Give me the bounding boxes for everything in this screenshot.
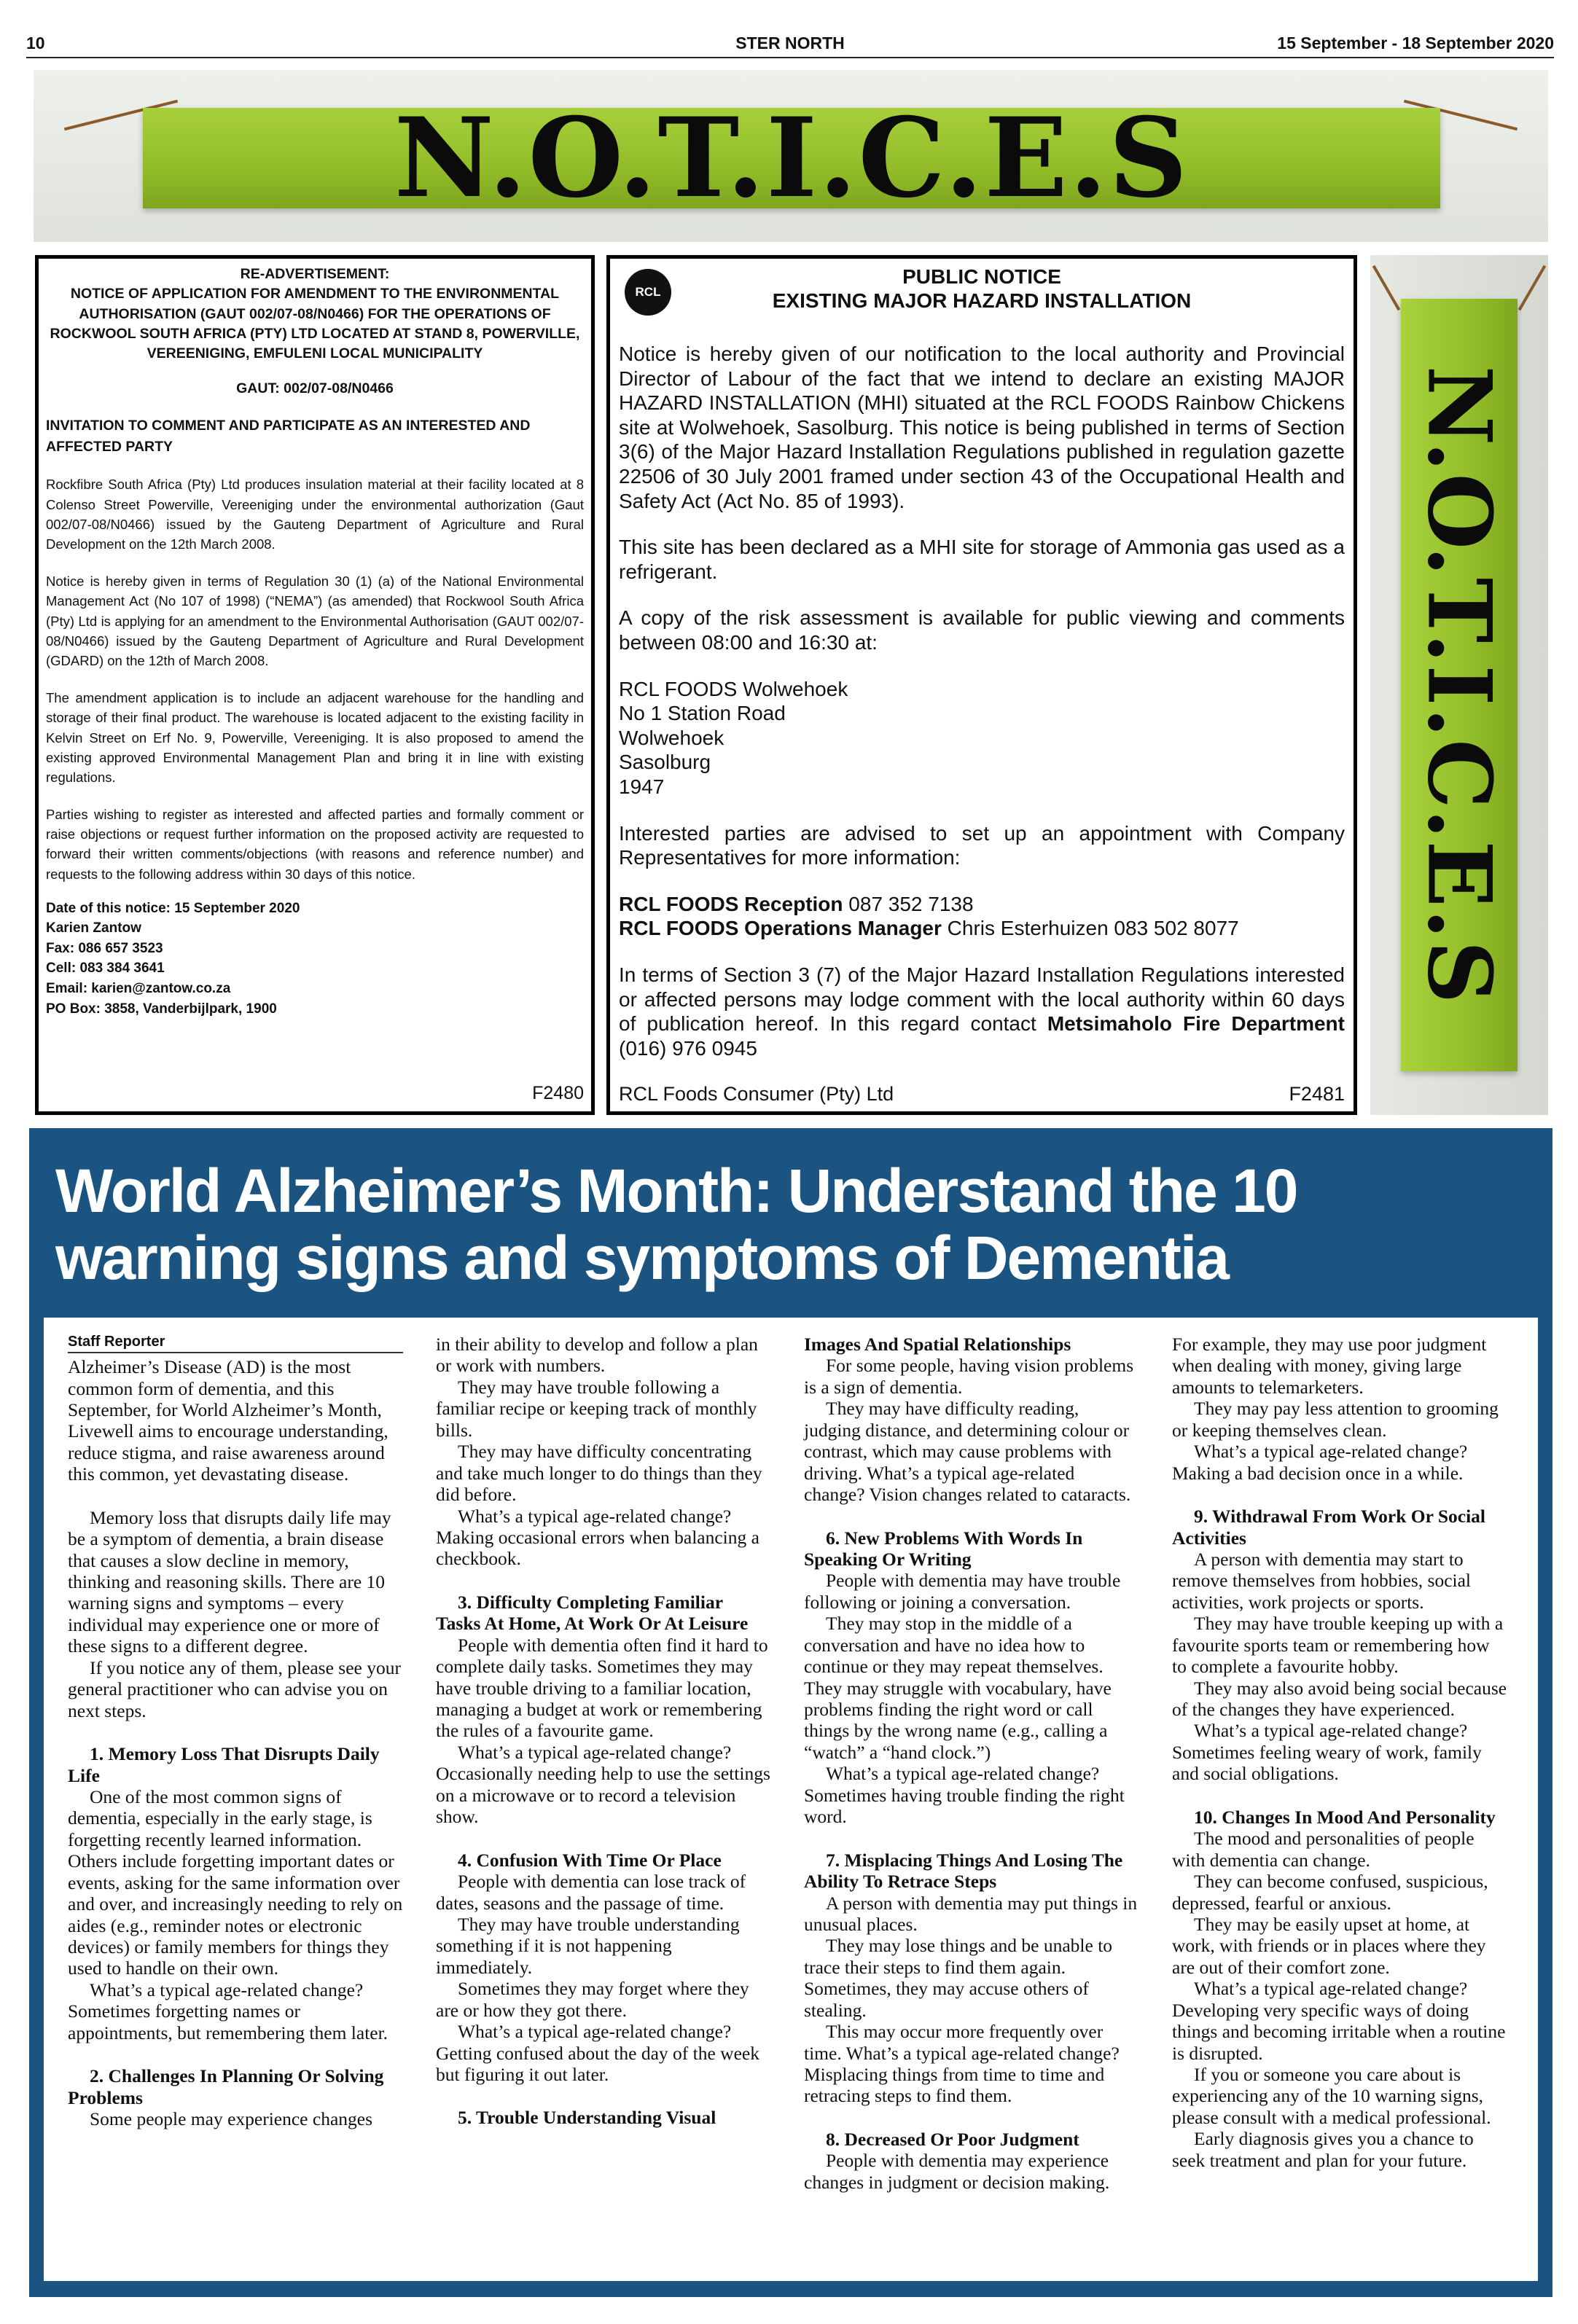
article-paragraph: A person with dementia may put things in unusual places. [804, 1892, 1138, 1935]
notice-paragraph: Notice is hereby given in terms of Regulation 30 (1) (a) of the National Environmental Management Act (No 107 of 1998) (“NEMA”) (as amended) that Rockwool South Africa (Pty) Ltd is applying for an amendment to the Environmental Authorisation (GAUT 002/07-08/N0466) issued by the Gauteng Department of Agriculture and Rural Development (GDARD) on the 12th of March 2008. [46, 574, 584, 668]
notice-paragraph: Notice is hereby given of our notification to the local authority and Provincial Director of Labour of the fact that we intend to declare an existing MAJOR HAZARD INSTALLATION (MHI) situated at the RCL FOODS Rainbow Chickens site at Wolwehoek, Sasolburg. This notice is being published in terms of Section 3(6) of the Major Hazard Installation Regulations published in regulation gazette 22506 of 30 July 2001 framed under section 43 of the Occupational Health and Safety Act (Act No. 85 of 1993). [619, 343, 1345, 512]
notice-paragraph: Parties wishing to register as interested and affected parties and formally comment or raise objections or request further information on the proposed activity are requested to forward their written comments/objections (with reasons and reference number) and requests to the following address within 30 days of this notice. [46, 807, 584, 882]
notice-heading: PUBLIC NOTICE EXISTING MAJOR HAZARD INSTALLATION [772, 265, 1192, 313]
banner-rope-right [1518, 265, 1546, 311]
article-paragraph: What’s a typical age-related change? Getting confused about the day of the week but figuring it out later. [436, 2021, 759, 2085]
banner-rope-left [1372, 265, 1400, 311]
article-paragraph: Early diagnosis gives you a chance to seek treatment and plan for your future. [1172, 2128, 1474, 2171]
issue-date: 15 September - 18 September 2020 [1277, 34, 1554, 52]
notice-code: F2480 [532, 1083, 584, 1104]
article-paragraph: People with dementia can lose track of dates, seasons and the passage of time. [436, 1871, 746, 1914]
notice-paragraph: Rockfibre South Africa (Pty) Ltd produces insulation material at their facility located at 8 Colenso Street Powerville, Vereeniging under the environmental authorization (Gaut 002/07-08/N0466) issued by the Gauteng Department of Agriculture and Rural Development on the 12th March 2008. [46, 477, 584, 552]
reception-label: RCL FOODS Reception [619, 892, 843, 915]
section-heading: 10. Changes In Mood And Personality [1194, 1806, 1496, 1828]
section-heading: 1. Memory Loss That Disrupts Daily Life [68, 1743, 380, 1786]
article-paragraph: What’s a typical age-related change? Sometimes forgetting names or appointments, but remembering them later. [68, 1979, 388, 2043]
section-heading: 4. Confusion With Time Or Place [458, 1849, 722, 1871]
section-heading: 5. Trouble Understanding Visual [458, 2107, 716, 2129]
byline: Staff Reporter [68, 1334, 403, 1353]
article-paragraph: One of the most common signs of dementia, especially in the early stage, is forgetting recently learned information. Others include forgetting important dates or events, asking for the same information over and over, and increasingly needing to rely on aides (e.g., reminder notes or electronic devices) or family members for things they used to handle on their own. [68, 1785, 403, 1979]
notice-footer [619, 1082, 1345, 1106]
article-paragraph: What’s a typical age-related change? Developing very specific ways of doing things and becoming irritable when a routine is disrupted. [1172, 1978, 1506, 2064]
notice-paragraph: Interested parties are advised to set up an appointment with Company Representatives for more information: [619, 821, 1345, 869]
paper-name: STER NORTH [735, 34, 845, 52]
section-heading: 9. Withdrawal From Work Or Social Activities [1172, 1506, 1486, 1549]
article-alzheimers [29, 1128, 1552, 2297]
article-paragraph: This may occur more frequently over time. What’s a typical age-related change? Misplacing things from time to time and retracing steps to find them. [804, 2021, 1120, 2107]
notice-address: RCL FOODS Wolwehoek No 1 Station Road Wolwehoek Sasolburg 1947 [619, 677, 848, 798]
article-paragraph: For example, they may use poor judgment when dealing with money, giving large amounts to telemarketers. [1172, 1334, 1487, 1398]
notice-heading: RE-ADVERTISEMENT: NOTICE OF APPLICATION FOR AMENDMENT TO THE ENVIRONMENTAL AUTHORISATION (GAUT 002/07-08/N0466) FOR THE OPERATIONS OF ROCKWOOL SOUTH AFRICA (PTY) LTD LOCATED AT STAND 8, POWERVILLE, VEREENIGING, EMFULENI LOCAL MUNICIPALITY [50, 266, 580, 362]
article-paragraph: Some people may experience changes [90, 2108, 373, 2130]
notice-code: F2481 [1289, 1082, 1345, 1105]
banner-title: N.O.T.I.C.E.S [394, 94, 1190, 222]
header-rule [26, 57, 1554, 58]
article-paragraph: They can become confused, suspicious, depressed, fearful or anxious. [1172, 1871, 1488, 1914]
notice-paragraph: This site has been declared as a MHI site for storage of Ammonia gas used as a refrigerant. [619, 536, 1345, 583]
article-paragraph: Sometimes they may forget where they are or how they got there. [436, 1978, 749, 2021]
article-column-4 [1172, 1334, 1507, 2171]
reception-number: 087 352 7138 [843, 892, 974, 915]
fire-phone: (016) 976 0945 [619, 1036, 757, 1060]
article-paragraph: What’s a typical age-related change? Sometimes feeling weary of work, family and social obligations. [1172, 1720, 1482, 1785]
article-paragraph: They may pay less attention to grooming or keeping themselves clean. [1172, 1398, 1499, 1441]
article-column-2 [436, 1334, 771, 2129]
side-banner-title: N.O.T.I.C.E.S [1407, 365, 1511, 1005]
article-paragraph: People with dementia may have trouble following or joining a conversation. [804, 1570, 1121, 1613]
fire-department: Metsimaholo Fire Department [1047, 1012, 1345, 1036]
article-paragraph: They may have trouble keeping up with a favourite sports team or remembering how to complete a favourite hobby. [1172, 1613, 1504, 1678]
notice-gaut-ref: GAUT: 002/07-08/N0466 [236, 380, 394, 397]
section-heading: 7. Misplacing Things And Losing The Ability To Retrace Steps [804, 1849, 1123, 1893]
page-number: 10 [26, 34, 45, 52]
notice-rockwool [35, 255, 595, 1115]
article-paragraph: in their ability to develop and follow a plan or work with numbers. [436, 1334, 758, 1377]
article-paragraph: A person with dementia may start to remove themselves from hobbies, social activities, work projects or sports. [1172, 1548, 1472, 1613]
notice-invitation: INVITATION TO COMMENT AND PARTICIPATE AS AN INTERESTED AND AFFECTED PARTY [46, 418, 531, 455]
contact-email: Email: karien@zantow.co.za [46, 981, 231, 997]
article-paragraph: They may have trouble understanding something if it is not happening immediately. [436, 1913, 740, 1978]
article-paragraph: What’s a typical age-related change? Occasionally needing help to use the settings on a microwave or to record a television show. [436, 1741, 770, 1828]
article-paragraph: People with dementia may experience changes in judgment or decision making. [804, 2150, 1110, 2193]
article-paragraph: Alzheimer’s Disease (AD) is the most common form of dementia, and this September, for World Alzheimer’s Month, Livewell aims to encourage understanding, reduce stigma, and raise awareness around this common, yet devastating disease. [68, 1356, 388, 1485]
contact-fax: Fax: 086 657 3523 [46, 940, 163, 956]
section-text: In terms of Section 3 (7) of the Major Hazard Installation Regulations interested or affected persons may lodge comment with the local authority within 60 days of publication hereof. In this regard contact [619, 963, 1345, 1036]
article-paragraph: What’s a typical age-related change? Making occasional errors when balancing a checkbook. [436, 1505, 759, 1570]
notice-contact [46, 899, 584, 1019]
article-paragraph: They may be easily upset at home, at work, with friends or in places where they are out of their comfort zone. [1172, 1913, 1486, 1978]
page-header [26, 31, 1554, 58]
notice-contacts [619, 892, 1345, 941]
notice-date: Date of this notice: 15 September 2020 [46, 900, 300, 916]
notice-paragraph [619, 963, 1345, 1060]
article-headline: World Alzheimer’s Month: Understand the 10 warning signs and symptoms of Dementia [55, 1157, 1297, 1293]
contact-po-box: PO Box: 3858, Vanderbijlpark, 1900 [46, 1001, 277, 1017]
notice-paragraph: A copy of the risk assessment is available for public viewing and comments between 08:00 and 16:30 at: [619, 606, 1345, 654]
section-heading: 6. New Problems With Words In Speaking Or Writing [804, 1527, 1083, 1570]
section-heading: 8. Decreased Or Poor Judgment [826, 2128, 1079, 2150]
article-paragraph: The mood and personalities of people with dementia can change. [1172, 1828, 1475, 1871]
article-paragraph: What’s a typical age-related change? Sometimes having trouble finding the right word. [804, 1763, 1125, 1828]
manager-label: RCL FOODS Operations Manager [619, 917, 942, 940]
article-column-3 [804, 1334, 1139, 2193]
article-column-1 [68, 1334, 403, 2130]
article-paragraph: What’s a typical age-related change? Making a bad decision once in a while. [1172, 1441, 1468, 1484]
notices-banner [34, 70, 1548, 242]
company-name: RCL Foods Consumer (Pty) Ltd [619, 1082, 894, 1105]
rcl-logo: RCL [625, 269, 671, 316]
section-heading: Images And Spatial Relationships [804, 1334, 1071, 1355]
side-notices-banner [1370, 255, 1548, 1115]
manager-contact: Chris Esterhuizen 083 502 8077 [941, 917, 1239, 940]
article-paragraph: They may have trouble following a familiar recipe or keeping track of monthly bills. [436, 1376, 757, 1441]
article-paragraph: They may stop in the middle of a conversation and have no idea how to continue or they may repeat themselves. They may struggle with vocabulary, have problems finding the right word or call things by the wrong name (e.g., calling a “watch” a “hand clock.”) [804, 1613, 1112, 1763]
notice-rcl-foods [606, 255, 1357, 1115]
article-paragraph: If you notice any of them, please see your general practitioner who can advise you on next steps. [68, 1656, 401, 1721]
article-paragraph: If you or someone you care about is experiencing any of the 10 warning signs, please consult with a medical professional. [1172, 2064, 1491, 2128]
article-paragraph: People with dementia often find it hard to complete daily tasks. Sometimes they may have trouble driving to a familiar location, managing a budget at work or remembering the rules of a favourite game. [436, 1634, 768, 1742]
article-body [44, 1318, 1538, 2281]
section-heading: 3. Difficulty Completing Familiar Tasks At Home, At Work Or At Leisure [436, 1591, 749, 1635]
article-paragraph: They may have difficulty reading, judging distance, and determining colour or contrast, which may cause problems with driving. What’s a typical age-related change? Vision changes related to cataracts. [804, 1398, 1131, 1506]
article-paragraph: Memory loss that disrupts daily life may be a symptom of dementia, a brain disease that causes a slow decline in memory, thinking and reasoning skills. There are 10 warning signs and symptoms – every individual may experience one or more of these signs to a different degree. [68, 1506, 391, 1657]
article-paragraph: For some people, having vision problems is a sign of dementia. [804, 1355, 1134, 1398]
article-paragraph: They may lose things and be unable to trace their steps to find them again. Sometimes, they may accuse others of stealing. [804, 1935, 1113, 2021]
article-paragraph: They may also avoid being social because of the changes they have experienced. [1172, 1677, 1507, 1720]
notice-paragraph: The amendment application is to include an adjacent warehouse for the handling and storage of their final product. The warehouse is located adjacent to the existing facility in Kelvin Street on Erf No. 9, Powerville, Vereeniging. It is also proposed to amend the existing approved Environmental Management Plan and bring it in line with existing regulations. [46, 690, 584, 785]
article-paragraph: They may have difficulty concentrating and take much longer to do things than they did before. [436, 1441, 762, 1506]
contact-name: Karien Zantow [46, 920, 141, 936]
section-heading: 2. Challenges In Planning Or Solving Problems [68, 2065, 384, 2108]
contact-cell: Cell: 083 384 3641 [46, 960, 165, 977]
